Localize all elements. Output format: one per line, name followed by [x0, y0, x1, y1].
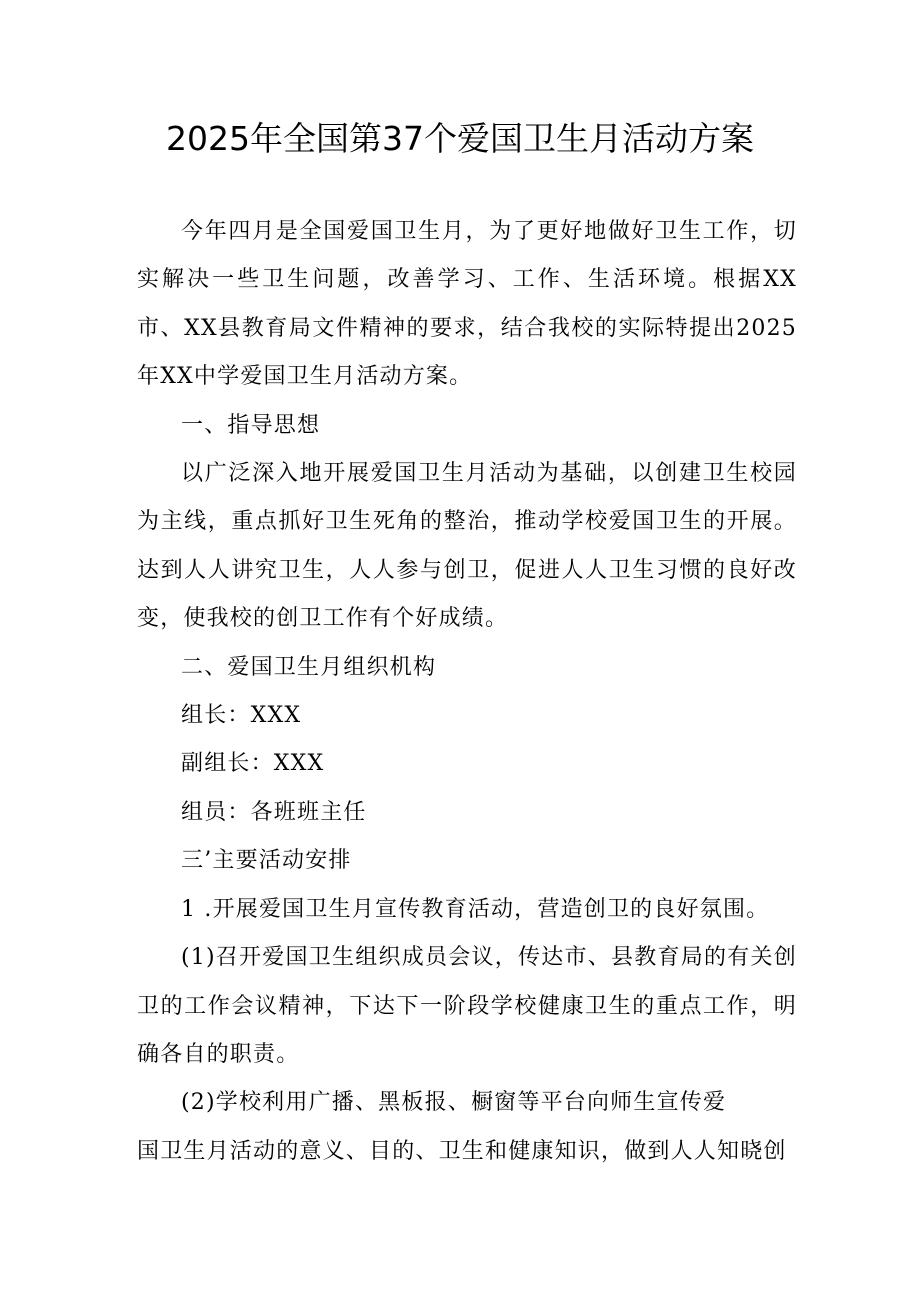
activity-item-1-sub-2-line-1: (2)学校利用广播、黑板报、橱窗等平台向师生宣传爱	[181, 1090, 727, 1116]
intro-paragraph: 今年四月是全国爱国卫生月，为了更好地做好卫生工作，切实解决一些卫生问题，改善学习、工作、生活环境。根据XX市、XX县教育局文件精神的要求，结合我校的实际特提出2025年XX中学爱国卫生月活动方案。	[137, 219, 797, 390]
activity-item-1-sub-2	[137, 1079, 797, 1176]
leader-line: 组长：XXX	[181, 703, 302, 729]
document-body	[137, 208, 797, 1176]
section-heading-guiding-ideology: 一、指导思想	[181, 412, 321, 438]
document-title: 2025年全国第37个爱国卫生月活动方案	[166, 119, 754, 158]
deputy-leader-line: 副组长：XXX	[181, 751, 325, 777]
section-heading-organization: 二、爱国卫生月组织机构	[181, 654, 437, 680]
activity-item-1-sub-1: (1)召开爱国卫生组织成员会议，传达市、县教育局的有关创卫的工作会议精神，下达下一阶段学校健康卫生的重点工作，明确各自的职责。	[137, 945, 797, 1067]
activity-item-1-sub-2-line-2: 国卫生月活动的意义、目的、卫生和健康知识，做到人人知晓创	[137, 1138, 787, 1164]
activity-item-1: 1 .开展爱国卫生月宣传教育活动，营造创卫的良好氛围。	[181, 896, 770, 922]
members-line: 组员：各班班主任	[181, 799, 367, 825]
section-heading-activities: 三’主要活动安排	[181, 848, 352, 874]
guiding-ideology-paragraph: 以广泛深入地开展爱国卫生月活动为基础，以创建卫生校园为主线，重点抓好卫生死角的整治，推动学校爱国卫生的开展。达到人人讲究卫生，人人参与创卫，促进人人卫生习惯的良好改变，使我校的创卫工作有个好成绩。	[137, 461, 797, 632]
